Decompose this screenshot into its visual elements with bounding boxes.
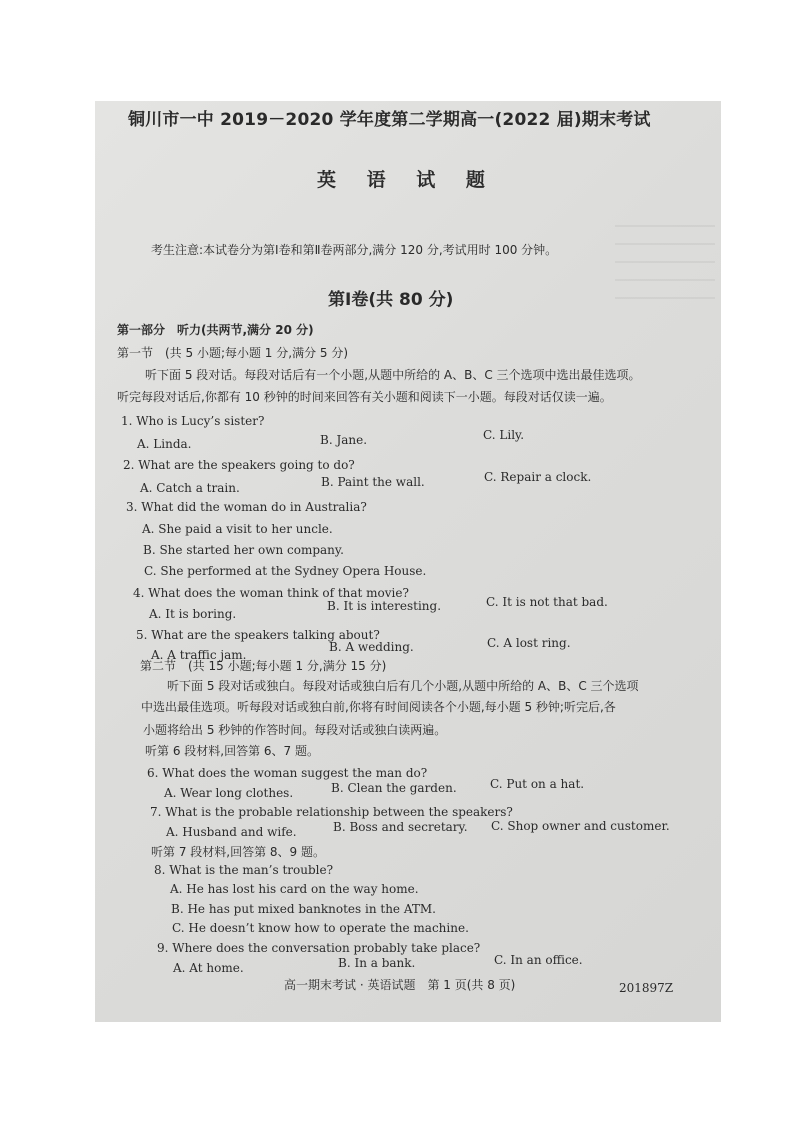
option-a: A. Catch a train. [140, 481, 240, 495]
part-heading: 第一部分 听力(共两节,满分 20 分) [117, 323, 314, 337]
option-a: A. It is boring. [149, 607, 237, 621]
question-stem: 8. What is the man’s trouble? [154, 863, 334, 877]
question-stem: 6. What does the woman suggest the man do? [147, 766, 428, 780]
section-2-instructions: 听下面 5 段对话或独白。每段对话或独白后有几个小题,从题中所给的 A、B、C 三个选项 [167, 679, 639, 693]
option-b: B. Paint the wall. [321, 475, 425, 489]
question-stem: 1. Who is Lucy’s sister? [121, 414, 265, 428]
section-2-instructions: 中选出最佳选项。听每段对话或独白前,你将有时间阅读各个小题,每小题 5 秒钟;听完后,各 [141, 700, 616, 714]
option-b: B. In a bank. [338, 956, 416, 970]
section-1-instructions: 听下面 5 段对话。每段对话后有一个小题,从题中所给的 A、B、C 三个选项中选出最佳选项。 [145, 368, 641, 382]
option-a: A. A traffic jam. [151, 648, 247, 662]
option-c: C. Shop owner and customer. [491, 819, 670, 833]
page-footer: 高一期末考试 · 英语试题 第 1 页(共 8 页) [284, 978, 516, 992]
option-c: C. She performed at the Sydney Opera House. [144, 564, 427, 578]
section-1-instructions: 听完每段对话后,你都有 10 秒钟的时间来回答有关小题和阅读下一小题。每段对话仅读一遍。 [117, 390, 612, 404]
question-stem: 2. What are the speakers going to do? [123, 458, 355, 472]
option-c: C. Repair a clock. [484, 470, 592, 484]
exam-title: 铜川市一中 2019－2020 学年度第二学期高一(2022 届)期末考试 [128, 110, 651, 130]
bleed-through-decoration [615, 209, 715, 299]
material-7-heading: 听第 7 段材料,回答第 8、9 题。 [151, 845, 325, 859]
option-c: C. It is not that bad. [486, 595, 608, 609]
section-2-instructions: 小题将给出 5 秒钟的作答时间。每段对话或独白读两遍。 [143, 723, 447, 737]
option-c: C. In an office. [494, 953, 583, 967]
option-a: A. Husband and wife. [166, 825, 297, 839]
option-c: C. Lily. [483, 428, 525, 442]
option-b: B. She started her own company. [143, 543, 344, 557]
section-2-title: 第二节 (共 15 小题;每小题 1 分,满分 15 分) [140, 659, 387, 673]
exam-paper-photo [95, 101, 721, 1022]
option-c: C. Put on a hat. [490, 777, 585, 791]
option-a: A. Wear long clothes. [164, 786, 294, 800]
option-b: B. Jane. [320, 433, 368, 447]
option-c: C. A lost ring. [487, 636, 571, 650]
option-b: B. Clean the garden. [331, 781, 457, 795]
question-stem: 9. Where does the conversation probably take place? [157, 941, 481, 955]
section-1-title: 第一节 (共 5 小题;每小题 1 分,满分 5 分) [117, 346, 349, 360]
option-c: C. He doesn’t know how to operate the machine. [172, 921, 469, 935]
question-stem: 5. What are the speakers talking about? [136, 628, 380, 642]
exam-notice: 考生注意:本试卷分为第Ⅰ卷和第Ⅱ卷两部分,满分 120 分,考试用时 100 分钟。 [151, 243, 558, 257]
option-b: B. It is interesting. [327, 599, 442, 613]
subject-title: 英 语 试 题 [317, 169, 497, 191]
option-b: B. Boss and secretary. [333, 820, 468, 834]
option-b: B. He has put mixed banknotes in the ATM. [171, 902, 436, 916]
question-stem: 3. What did the woman do in Australia? [126, 500, 367, 514]
question-stem: 7. What is the probable relationship between the speakers? [150, 805, 513, 819]
paper-code: 201897Z [619, 981, 674, 995]
option-a: A. She paid a visit to her uncle. [142, 522, 333, 536]
option-a: A. Linda. [137, 437, 192, 451]
option-a: A. He has lost his card on the way home. [170, 882, 419, 896]
option-b: B. A wedding. [329, 640, 414, 654]
question-stem: 4. What does the woman think of that movie? [133, 586, 409, 600]
option-a: A. At home. [173, 961, 244, 975]
volume-title: 第Ⅰ卷(共 80 分) [328, 290, 454, 310]
material-6-heading: 听第 6 段材料,回答第 6、7 题。 [145, 744, 319, 758]
